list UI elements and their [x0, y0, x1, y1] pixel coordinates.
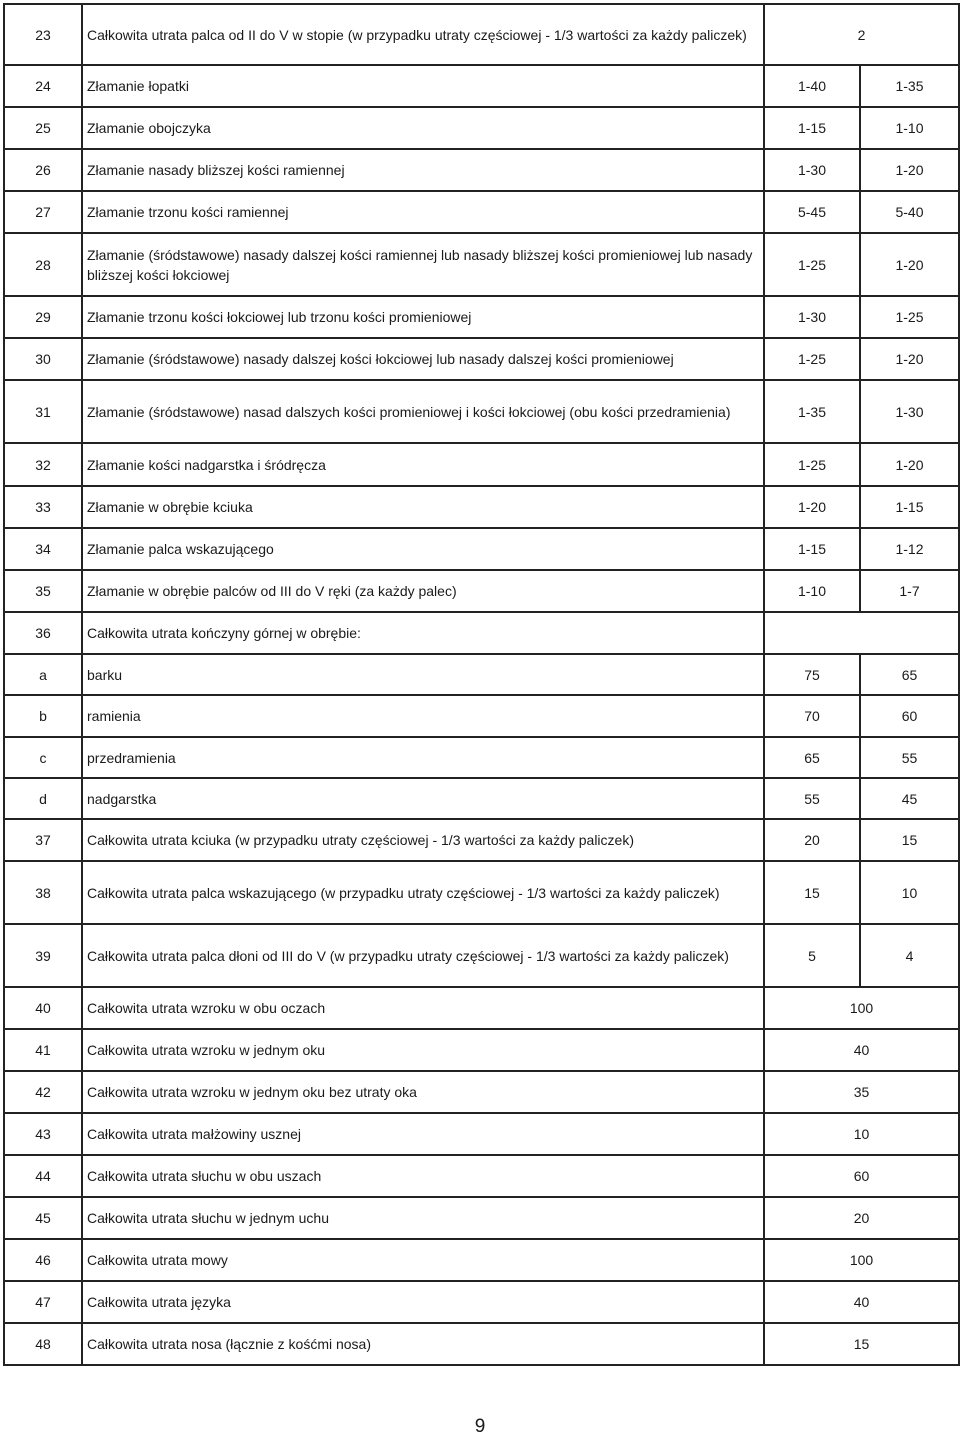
row-value-a: 1-30	[764, 296, 860, 338]
row-value-b: 1-7	[860, 570, 959, 612]
table-row	[4, 233, 959, 296]
table-row	[4, 1239, 959, 1281]
row-value-a: 1-20	[764, 486, 860, 528]
row-value-a: 15	[764, 861, 860, 924]
row-description: Całkowita utrata słuchu w obu uszach	[82, 1155, 764, 1197]
row-value-a: 75	[764, 654, 860, 695]
row-description: Całkowita utrata mowy	[82, 1239, 764, 1281]
row-description: Złamanie (śródstawowe) nasad dalszych kości promieniowej i kości łokciowej (obu kości przedramienia)	[82, 380, 764, 443]
row-value-a: 1-35	[764, 380, 860, 443]
row-number: 37	[4, 819, 82, 861]
row-value: 10	[764, 1113, 959, 1155]
row-value-b: 65	[860, 654, 959, 695]
table-row	[4, 987, 959, 1029]
row-number: 26	[4, 149, 82, 191]
table-row	[4, 338, 959, 380]
row-number: 25	[4, 107, 82, 149]
table-row	[4, 486, 959, 528]
row-value-b: 4	[860, 924, 959, 987]
row-description: barku	[82, 654, 764, 695]
row-number: 29	[4, 296, 82, 338]
table-row	[4, 1071, 959, 1113]
row-value-a: 65	[764, 737, 860, 778]
row-number: 32	[4, 443, 82, 486]
row-value-b: 1-12	[860, 528, 959, 570]
row-number: 33	[4, 486, 82, 528]
table-row	[4, 1281, 959, 1323]
row-description: Złamanie trzonu kości łokciowej lub trzonu kości promieniowej	[82, 296, 764, 338]
table-row	[4, 778, 959, 819]
row-description: Złamanie nasady bliższej kości ramiennej	[82, 149, 764, 191]
row-number: 36	[4, 612, 82, 654]
row-value-a: 20	[764, 819, 860, 861]
row-value-b: 45	[860, 778, 959, 819]
row-description: Złamanie kości nadgarstka i śródręcza	[82, 443, 764, 486]
row-description: Całkowita utrata słuchu w jednym uchu	[82, 1197, 764, 1239]
row-description: Całkowita utrata nosa (łącznie z kośćmi nosa)	[82, 1323, 764, 1365]
row-value-a: 5	[764, 924, 860, 987]
injury-table-body	[4, 4, 959, 1365]
row-description: Złamanie (śródstawowe) nasady dalszej kości ramiennej lub nasady bliższej kości promieniowej lub nasady bliższej kości łokciowej	[82, 233, 764, 296]
table-row	[4, 570, 959, 612]
row-description: Złamanie w obrębie kciuka	[82, 486, 764, 528]
row-value: 100	[764, 987, 959, 1029]
row-number: 46	[4, 1239, 82, 1281]
row-value-b: 1-20	[860, 149, 959, 191]
row-description: Całkowita utrata wzroku w jednym oku	[82, 1029, 764, 1071]
row-value: 40	[764, 1029, 959, 1071]
table-row	[4, 65, 959, 107]
row-description: Całkowita utrata palca dłoni od III do V (w przypadku utraty częściowej - 1/3 wartości za każdy paliczek)	[82, 924, 764, 987]
row-value-a: 1-30	[764, 149, 860, 191]
row-value-b: 1-30	[860, 380, 959, 443]
table-row	[4, 1323, 959, 1365]
row-description: Całkowita utrata palca od II do V w stopie (w przypadku utraty częściowej - 1/3 wartości za każdy paliczek)	[82, 4, 764, 65]
row-value-a: 1-25	[764, 443, 860, 486]
table-row	[4, 107, 959, 149]
table-row	[4, 612, 959, 654]
row-value-b: 1-20	[860, 443, 959, 486]
row-description: Złamanie (śródstawowe) nasady dalszej kości łokciowej lub nasady dalszej kości promieniowej	[82, 338, 764, 380]
row-value-b: 1-10	[860, 107, 959, 149]
row-number: c	[4, 737, 82, 778]
row-number: 39	[4, 924, 82, 987]
row-number: b	[4, 695, 82, 737]
table-row	[4, 819, 959, 861]
row-description: Całkowita utrata małżowiny usznej	[82, 1113, 764, 1155]
row-number: 47	[4, 1281, 82, 1323]
row-number: 30	[4, 338, 82, 380]
row-description: Całkowita utrata kończyny górnej w obrębie:	[82, 612, 764, 654]
row-value: 40	[764, 1281, 959, 1323]
table-row	[4, 1113, 959, 1155]
row-number: 45	[4, 1197, 82, 1239]
row-description: Całkowita utrata wzroku w obu oczach	[82, 987, 764, 1029]
table-row	[4, 296, 959, 338]
row-number: 40	[4, 987, 82, 1029]
row-description: Całkowita utrata wzroku w jednym oku bez utraty oka	[82, 1071, 764, 1113]
table-row	[4, 861, 959, 924]
row-value-a: 1-25	[764, 338, 860, 380]
row-value-a: 1-25	[764, 233, 860, 296]
row-number: 38	[4, 861, 82, 924]
table-row	[4, 654, 959, 695]
injury-table	[3, 3, 960, 1366]
row-value-a: 55	[764, 778, 860, 819]
row-value-b: 1-25	[860, 296, 959, 338]
row-value: 60	[764, 1155, 959, 1197]
row-value-b: 10	[860, 861, 959, 924]
row-number: 34	[4, 528, 82, 570]
row-number: 41	[4, 1029, 82, 1071]
row-number: d	[4, 778, 82, 819]
row-value: 2	[764, 4, 959, 65]
row-value-b: 15	[860, 819, 959, 861]
row-description: Złamanie obojczyka	[82, 107, 764, 149]
table-row	[4, 149, 959, 191]
row-value-a: 1-40	[764, 65, 860, 107]
table-row	[4, 1155, 959, 1197]
row-number: 35	[4, 570, 82, 612]
row-value-b: 55	[860, 737, 959, 778]
row-value: 35	[764, 1071, 959, 1113]
table-row	[4, 4, 959, 65]
table-row	[4, 191, 959, 233]
row-description: Złamanie w obrębie palców od III do V ręki (za każdy palec)	[82, 570, 764, 612]
row-number: 23	[4, 4, 82, 65]
row-value: 20	[764, 1197, 959, 1239]
row-number: 48	[4, 1323, 82, 1365]
row-value-a: 1-15	[764, 528, 860, 570]
row-description: Całkowita utrata języka	[82, 1281, 764, 1323]
table-row	[4, 1029, 959, 1071]
row-value-b: 1-35	[860, 65, 959, 107]
row-number: 44	[4, 1155, 82, 1197]
row-description: Złamanie palca wskazującego	[82, 528, 764, 570]
row-description: Złamanie łopatki	[82, 65, 764, 107]
row-value-a: 70	[764, 695, 860, 737]
row-number: a	[4, 654, 82, 695]
table-row	[4, 924, 959, 987]
row-value-b: 1-15	[860, 486, 959, 528]
row-description: Całkowita utrata palca wskazującego (w przypadku utraty częściowej - 1/3 wartości za każdy paliczek)	[82, 861, 764, 924]
row-value: 15	[764, 1323, 959, 1365]
row-number: 27	[4, 191, 82, 233]
table-row	[4, 443, 959, 486]
row-number: 43	[4, 1113, 82, 1155]
row-number: 31	[4, 380, 82, 443]
row-value-a: 5-45	[764, 191, 860, 233]
table-row	[4, 695, 959, 737]
row-description: przedramienia	[82, 737, 764, 778]
table-row	[4, 1197, 959, 1239]
row-description: nadgarstka	[82, 778, 764, 819]
table-row	[4, 528, 959, 570]
row-number: 24	[4, 65, 82, 107]
table-row	[4, 380, 959, 443]
row-value	[764, 612, 959, 654]
row-value-a: 1-15	[764, 107, 860, 149]
row-value-b: 1-20	[860, 338, 959, 380]
row-description: ramienia	[82, 695, 764, 737]
row-value-b: 1-20	[860, 233, 959, 296]
row-value-b: 5-40	[860, 191, 959, 233]
row-value: 100	[764, 1239, 959, 1281]
row-description: Całkowita utrata kciuka (w przypadku utraty częściowej - 1/3 wartości za każdy paliczek)	[82, 819, 764, 861]
row-number: 28	[4, 233, 82, 296]
row-description: Złamanie trzonu kości ramiennej	[82, 191, 764, 233]
row-value-a: 1-10	[764, 570, 860, 612]
row-value-b: 60	[860, 695, 959, 737]
table-row	[4, 737, 959, 778]
row-number: 42	[4, 1071, 82, 1113]
page-number: 9	[474, 1416, 486, 1437]
